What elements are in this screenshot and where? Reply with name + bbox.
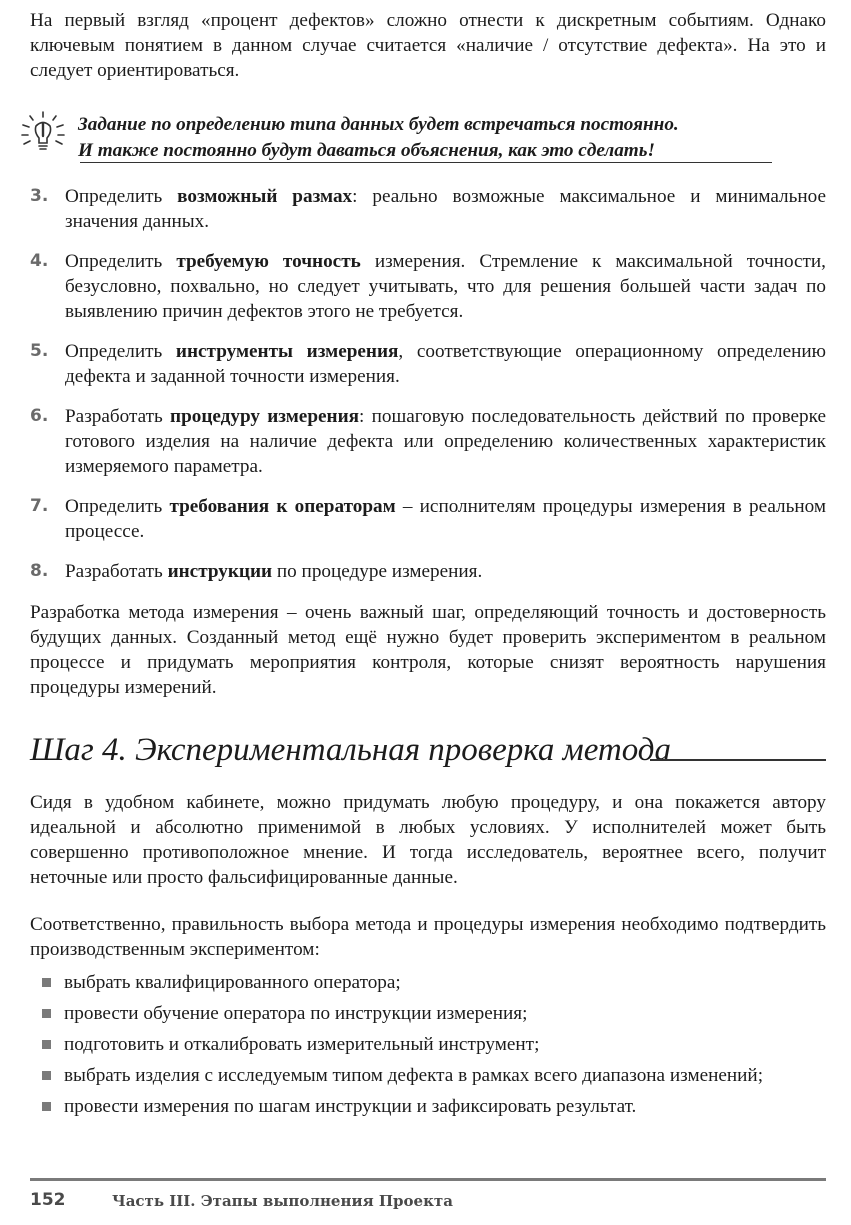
- list-item: [40, 1001, 826, 1026]
- bullet-square-icon: [42, 1071, 51, 1080]
- bullet-square-icon: [42, 978, 51, 987]
- step-rest: по процедуре измерения.: [272, 561, 483, 582]
- list-item: [30, 494, 826, 544]
- step-text: [65, 341, 826, 387]
- lightbulb-icon: [16, 110, 70, 158]
- step-rest: : пошаговую последовательность действий по проверке готового изделия на наличие дефекта или определению количественных характеристик измеряемого параметра.: [65, 406, 826, 477]
- bullet-text: выбрать квалифицированного оператора;: [64, 972, 401, 993]
- step-lead: Определить: [65, 186, 178, 207]
- summary-paragraph: Разработка метода измерения – очень важный шаг, определяющий точность и достоверность будущих данных. Созданный метод ещё нужно будет проверить экспериментом в реальном процессе и придумать мероприятия контроля, которые снизят вероятность нарушения процедуры измерений.: [30, 602, 826, 698]
- step-number: 3.: [30, 186, 49, 206]
- step-text: [65, 496, 826, 542]
- intro-paragraph: На первый взгляд «процент дефектов» сложно отнести к дискретным событиям. Однако ключевым понятием в данном случае считается «наличие / отсутствие дефекта». На это и следует ориентироваться.: [30, 10, 826, 81]
- body-paragraph-1: Сидя в удобном кабинете, можно придумать любую процедуру, и она покажется автору идеальной и абсолютно применимой в любых условиях. У исполнителей может быть совершенно противоположное мнение. И тогда исследователь, вероятнее всего, получит неточные или просто фальсифицированные данные.: [30, 792, 826, 888]
- bullet-text: выбрать изделия с исследуемым типом дефекта в рамках всего диапазона изменений;: [64, 1065, 764, 1086]
- step-text: [65, 251, 826, 322]
- list-item: [30, 404, 826, 479]
- step-text: [65, 186, 826, 232]
- step-text: [65, 561, 482, 582]
- body-paragraph-2: Соответственно, правильность выбора метода и процедуры измерения необходимо подтвердить производственным экспериментом:: [30, 914, 826, 960]
- step-rest: измерения. Стремление к максимальной точности, безусловно, похвально, но следует учитывать, что для решения большей части задач по выявлению причин дефектов этого не требуется.: [65, 251, 826, 322]
- note-line-2: И также постоянно будут даваться объяснения, как это сделать!: [78, 140, 655, 161]
- page-number: 152: [30, 1190, 66, 1210]
- list-item: [40, 1032, 826, 1057]
- bullet-square-icon: [42, 1040, 51, 1049]
- step-lead: Определить: [65, 496, 170, 517]
- step-keyword: инструменты измерения: [175, 341, 399, 362]
- step-text: [65, 406, 826, 477]
- step-keyword: процедуру измерения: [170, 406, 360, 427]
- step-lead: Определить: [65, 341, 176, 362]
- list-item: [40, 970, 826, 995]
- running-title: Часть III. Этапы выполнения Проекта: [112, 1192, 453, 1210]
- section-heading-text: Шаг 4. Экспериментальная проверка метода: [30, 732, 672, 768]
- step-number: 5.: [30, 341, 49, 361]
- footer-rule: [30, 1178, 826, 1181]
- step-rest: , соответствующие операционному определению дефекта и заданной точности измерения.: [65, 341, 826, 387]
- bullet-square-icon: [42, 1102, 51, 1111]
- step-rest: – исполнителям процедуры измерения в реальном процессе.: [65, 496, 826, 542]
- checklist: [40, 970, 826, 1125]
- step-keyword: требования к операторам: [169, 496, 396, 517]
- bullet-text: подготовить и откалибровать измерительный инструмент;: [64, 1034, 540, 1055]
- bullet-text: провести измерения по шагам инструкции и зафиксировать результат.: [64, 1096, 637, 1117]
- step-number: 7.: [30, 496, 49, 516]
- list-item: [30, 559, 826, 584]
- note-line-1: Задание по определению типа данных будет встречаться постоянно.: [78, 114, 679, 135]
- list-item: [30, 339, 826, 389]
- steps-list: [30, 184, 826, 599]
- note-underline: [80, 162, 772, 163]
- section-heading: [30, 728, 826, 778]
- step-number: 8.: [30, 561, 49, 581]
- list-item: [30, 249, 826, 324]
- list-item: [40, 1094, 826, 1119]
- step-number: 6.: [30, 406, 49, 426]
- list-item: [40, 1063, 826, 1088]
- step-lead: Разработать: [65, 406, 171, 427]
- step-lead: Определить: [65, 251, 177, 272]
- step-lead: Разработать: [65, 561, 168, 582]
- heading-rule: [650, 759, 826, 761]
- bullet-square-icon: [42, 1009, 51, 1018]
- step-keyword: инструкции: [167, 561, 273, 582]
- step-keyword: требуемую точность: [176, 251, 361, 272]
- bullet-text: провести обучение оператора по инструкции измерения;: [64, 1003, 528, 1024]
- note-text: [78, 112, 808, 164]
- step-keyword: возможный размах: [177, 186, 353, 207]
- list-item: [30, 184, 826, 234]
- step-rest: : реально возможные максимальное и минимальное значения данных.: [65, 186, 826, 232]
- note-callout: [16, 108, 816, 168]
- step-number: 4.: [30, 251, 49, 271]
